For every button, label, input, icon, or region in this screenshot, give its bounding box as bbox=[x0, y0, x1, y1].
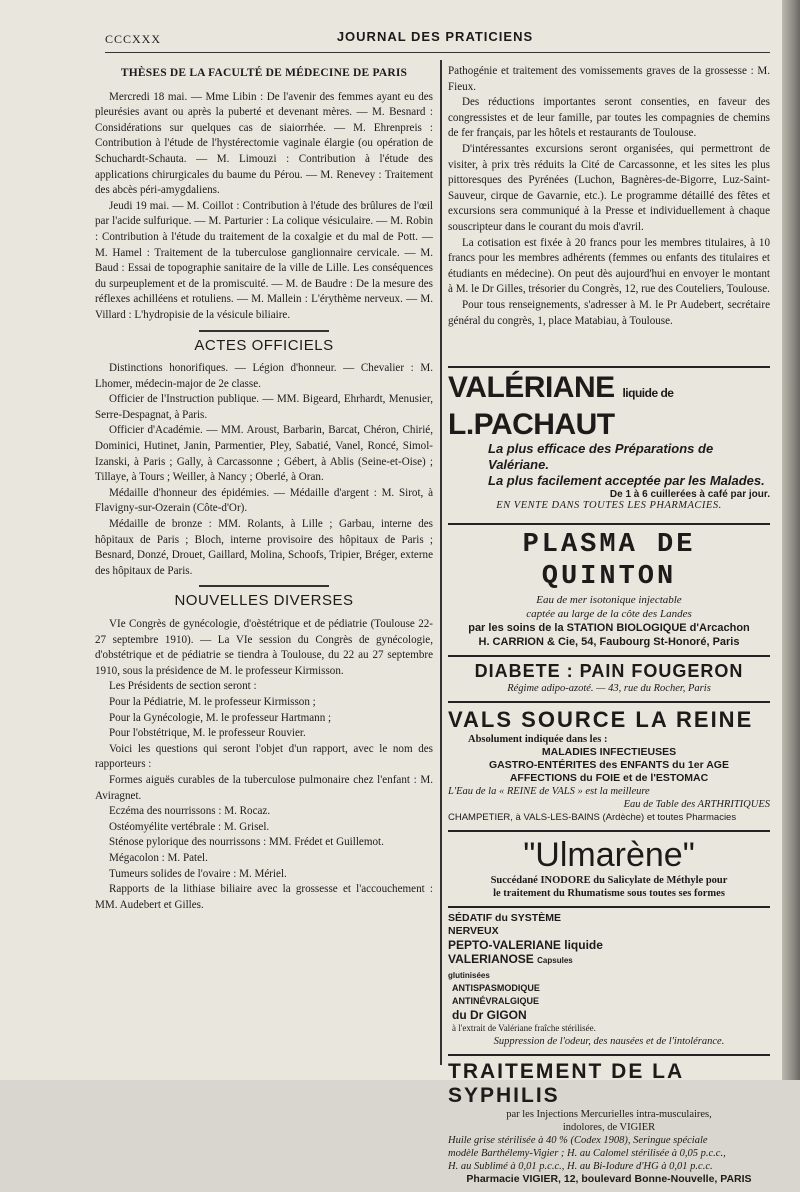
ad-gigon bbox=[448, 906, 770, 1054]
nouvelles-paragraph: Pour l'obstétrique, M. le professeur Rouvier. bbox=[109, 727, 306, 740]
gigon-line: SÉDATIF du SYSTÈME NERVEUX bbox=[448, 912, 561, 937]
vals-line: CHAMPETIER, à VALS-LES-BAINS (Ardèche) et toutes Pharmacies bbox=[448, 812, 737, 823]
actes-paragraph: Officier de l'Instruction publique. — MM. Bigeard, Ehrhardt, Menusier, Serre-Despagnat, à Paris. bbox=[95, 393, 433, 421]
actes-paragraph: Distinctions honorifiques. — Légion d'honneur. — Chevalier : M. Lhomer, médecin-major de 2e classe. bbox=[95, 362, 433, 390]
nouvelles-heading: NOUVELLES DIVERSES bbox=[174, 592, 354, 610]
nouvelles-paragraph: VIe Congrès de gynécologie, d'oèstétrique et de pédiatrie (Toulouse 22-27 septembre 1910). — La VIe session du Congrès de gynécologie, d'obstétrique et de pédiatrie se tiendra à Toulouse, du 22 au 27 septembre 1910, sous la présidence de M. le professeur Kirmisson. bbox=[95, 618, 433, 677]
vals-line: L'Eau de la « REINE de VALS » est la meilleure bbox=[448, 786, 650, 797]
nouvelles-paragraph: Sténose pylorique des nourrissons : MM. Frédet et Guillemot. bbox=[109, 836, 384, 849]
vals-line: Eau de Table des ARTHRITIQUES bbox=[623, 799, 770, 810]
plasma-subline: Eau de mer isotonique injectable bbox=[536, 594, 682, 606]
ad-vals bbox=[448, 701, 770, 830]
diabete-sub: Régime adipo-azoté. — 43, rue du Rocher, Paris bbox=[507, 683, 711, 694]
ad-syphilis bbox=[448, 1054, 770, 1192]
syphilis-line: Pharmacie VIGIER, 12, boulevard Bonne-Nouvelle, PARIS bbox=[466, 1173, 752, 1185]
nouvelles-paragraph: Pour la Pédiatrie, M. le professeur Kirmisson ; bbox=[109, 695, 316, 708]
valeriane-brand-small: liquide de bbox=[622, 386, 674, 400]
journal-title: JOURNAL DES PRATICIENS bbox=[336, 29, 534, 44]
page-edge bbox=[782, 0, 800, 1080]
actes-heading: ACTES OFFICIELS bbox=[194, 336, 334, 354]
page-folio: CCCXXX bbox=[105, 32, 162, 46]
vals-line: Absolument indiquée dans les : bbox=[468, 734, 608, 745]
valeriane-line: La plus facilement acceptée par les Malades. bbox=[488, 473, 765, 488]
nouvelles-paragraph: Rapports de la lithiase biliaire avec la grossesse et l'accouchement : MM. Audebert et Gilles. bbox=[95, 883, 433, 911]
vals-line: AFFECTIONS du FOIE et de l'ESTOMAC bbox=[509, 772, 709, 784]
nouvelles-paragraph: Mégacolon : M. Patel. bbox=[109, 851, 208, 864]
page-header bbox=[105, 28, 765, 50]
congress-paragraph: Des réductions importantes seront consenties, en faveur des congressistes et de leur famille, par toutes les compagnies de chemins de fer français, par les hôtels et restaurants de Toulouse. bbox=[448, 96, 770, 140]
syphilis-line: Huile grise stérilisée à 40 % (Codex 1908), Seringue spéciale bbox=[448, 1135, 708, 1146]
gigon-line: PEPTO-VALERIANE liquide bbox=[448, 938, 603, 952]
right-column-text bbox=[448, 64, 770, 329]
gigon-line: Suppression de l'odeur, des nausées et de l'intolérance. bbox=[493, 1036, 725, 1047]
gigon-line: du Dr GIGON bbox=[452, 1008, 527, 1022]
left-column bbox=[95, 60, 433, 913]
theses-paragraph: Jeudi 19 mai. — M. Coillot : Contribution à l'étude des brûlures de l'œil par l'acide sulfurique. — M. Parturier : La colique vésiculaire. — M. Robin : Contribution à l'étude du traitement de la coxalgie et du mal de Pott. — M. Hamel : Traitement de la tuberculose ganglionnaire cervicale. — M. Baud : Essai de topographie sanitaire de la ville de Lille. Les conséquences du surpeuplement et de la promiscuité. — M. de Baudre : De la mesure des réflexes achilléens et rotuliens. — M. Mallein : L'érythème nerveux. — M. Villard : L'hydropisie de la vésicule biliaire. bbox=[95, 199, 433, 321]
section-divider bbox=[199, 585, 329, 587]
ulmarene-line: Succédané INODORE du Salicylate de Méthyle pour bbox=[490, 875, 728, 886]
nouvelles-paragraph: Eczéma des nourrissons : M. Rocaz. bbox=[109, 805, 271, 818]
plasma-subline: par les soins de la STATION BIOLOGIQUE d'Arcachon bbox=[468, 622, 750, 634]
nouvelles-paragraph: Pour la Gynécologie, M. le professeur Hartmann ; bbox=[109, 711, 332, 724]
gigon-line: ANTISPASMODIQUE ANTINÉVRALGIQUE bbox=[452, 983, 540, 1006]
gigon-line bbox=[448, 952, 608, 982]
valeriane-line: La plus efficace des Préparations de Valériane. bbox=[488, 441, 714, 472]
ad-valeriane bbox=[448, 366, 770, 517]
gigon-capsules: Capsules glutinisées bbox=[448, 956, 573, 980]
section-divider bbox=[199, 330, 329, 332]
vals-line: GASTRO-ENTÉRITES des ENFANTS du 1er AGE bbox=[489, 759, 729, 771]
valeriane-sale: EN VENTE DANS TOUTES LES PHARMACIES. bbox=[496, 500, 722, 511]
valeriane-headline bbox=[448, 372, 770, 441]
vals-title: VALS SOURCE LA REINE bbox=[448, 707, 754, 732]
plasma-title: PLASMA DE QUINTON bbox=[522, 530, 696, 592]
theses-paragraph: Mercredi 18 mai. — Mme Libin : De l'avenir des femmes ayant eu des pleurésies avant ou après la puberté et devenant mères. — M. Besnard : Considérations sur quelques cas de siaiorrhée. — M. Ehrenpreis : Contribution à l'étude de l'hystérectomie vaginale élargie (ou opération de Schuchardt-Schauta. — M. Limouzi : Contribution à l'étude des applications chirurgicales du baume du Pérou. — M. Renevey : Traitement des abcès péri-amygdaliens. bbox=[95, 90, 433, 197]
congress-paragraph: Pour tous renseignements, s'adresser à M. le Pr Audebert, secrétaire général du congrès, 1, place Matabiau, à Toulouse. bbox=[448, 298, 770, 327]
gigon-line: à l'extrait de Valériane fraîche stérilisée. bbox=[452, 1023, 596, 1033]
congress-paragraph: La cotisation est fixée à 20 francs pour les membres titulaires, à 10 francs pour les membres adhérents (femmes ou enfants des titulaires et étudiants en médecine). On peut dès aujourd'hui en envoyer le montant à M. le Dr Gilles, trésorier du Congrès, 12, rue des Couteliers, Toulouse. bbox=[448, 236, 770, 296]
header-rule bbox=[105, 52, 770, 53]
nouvelles-paragraph: Voici les questions qui seront l'objet d'un rapport, avec le nom des rapporteurs : bbox=[95, 742, 433, 771]
syphilis-line: modèle Barthélemy-Vigier ; H. au Calomel stérilisée à 0,05 p.c.c., bbox=[448, 1148, 726, 1159]
advertisements bbox=[448, 366, 770, 1192]
column-rule bbox=[440, 60, 442, 1065]
ad-diabete bbox=[448, 655, 770, 701]
ulmarene-line: le traitement du Rhumatisme sous toutes ses formes bbox=[493, 888, 725, 899]
syphilis-line: indolores, de VIGIER bbox=[562, 1122, 656, 1133]
ad-plasma bbox=[448, 523, 770, 655]
plasma-subline: captée au large de la côte des Landes bbox=[526, 608, 692, 620]
actes-paragraph: Médaille d'honneur des épidémies. — Médaille d'argent : M. Sirot, à Flavigny-sur-Ozerain (Côte-d'Or). bbox=[95, 486, 433, 515]
nouvelles-paragraph: Tumeurs solides de l'ovaire : M. Mériel. bbox=[109, 867, 287, 880]
valeriane-dose: De 1 à 6 cuillerées à café par jour. bbox=[609, 489, 770, 500]
ulmarene-title: "Ulmarène" bbox=[523, 836, 695, 874]
vals-line: MALADIES INFECTIEUSES bbox=[541, 746, 677, 758]
syphilis-line: H. au Sublimé à 0,01 p.c.c., H. au Bi-Iodure d'HG à 0,01 p.c.c. bbox=[448, 1161, 713, 1172]
congress-paragraph: Pathogénie et traitement des vomissements graves de la grossesse : M. Fieux. bbox=[448, 65, 770, 93]
congress-paragraph: D'intéressantes excursions seront organisées, qui permettront de visiter, à prix très réduits la Cité de Carcassonne, et les sites les plus pittoresques des Pyrénées (Luchon, Bagnères-de-Bigorre, Luz-Saint-Sauveur, cirque de Gavarnie, etc.). Le programme détaillé des fêtes et excursions sera communiqué à la Presse et individuellement à chaque souscripteur dans le courant du mois d'avril. bbox=[448, 142, 770, 233]
nouvelles-paragraph: Ostéomyélite vertébrale : M. Grisel. bbox=[109, 820, 270, 833]
nouvelles-paragraph: Formes aiguës curables de la tuberculose pulmonaire chez l'enfant : M. Aviragnet. bbox=[95, 773, 433, 802]
gigon-right bbox=[448, 982, 612, 1035]
plasma-subline: H. CARRION & Cie, 54, Faubourg St-Honoré, Paris bbox=[478, 636, 740, 648]
actes-paragraph: Officier d'Académie. — MM. Aroust, Barbarin, Barcat, Chéron, Chirié, Dominici, Hutinet, Janin, Parmentier, Pley, Sabatié, Vanel, Roncé, Simol-Izanski, à Paris ; Gally, à Carcassonne ; Gébert, à Ablis (Seine-et-Oise) ; Tillaye, à Tours ; Weiller, à Nancy ; Oberlé, à Oran. bbox=[95, 424, 433, 484]
theses-heading: THÈSES DE LA FACULTÉ DE MÉDECINE DE PARIS bbox=[120, 67, 408, 79]
nouvelles-paragraph: Les Présidents de section seront : bbox=[109, 680, 257, 693]
actes-paragraph: Médaille de bronze : MM. Rolants, à Lille ; Garbau, interne des hôpitaux de Paris ; Bloch, interne provisoire des hôpitaux de Paris ; Besnard, Donzé, Drouet, Gaillard, Molina, Schoofs, Tripier, Bréger, externe des hôpitaux de Paris. bbox=[95, 518, 433, 577]
syphilis-line: par les Injections Mercurielles intra-musculaires, bbox=[506, 1109, 712, 1120]
gigon-valerianose: VALERIANOSE bbox=[448, 952, 534, 966]
diabete-title: DIABETE : PAIN FOUGERON bbox=[474, 661, 744, 681]
valeriane-brand: VALÉRIANE bbox=[448, 371, 615, 404]
gigon-left bbox=[448, 912, 608, 982]
valeriane-maker: L.PACHAUT bbox=[448, 408, 615, 441]
ad-ulmarene bbox=[448, 830, 770, 906]
syphilis-title: TRAITEMENT DE LA SYPHILIS bbox=[448, 1060, 684, 1107]
